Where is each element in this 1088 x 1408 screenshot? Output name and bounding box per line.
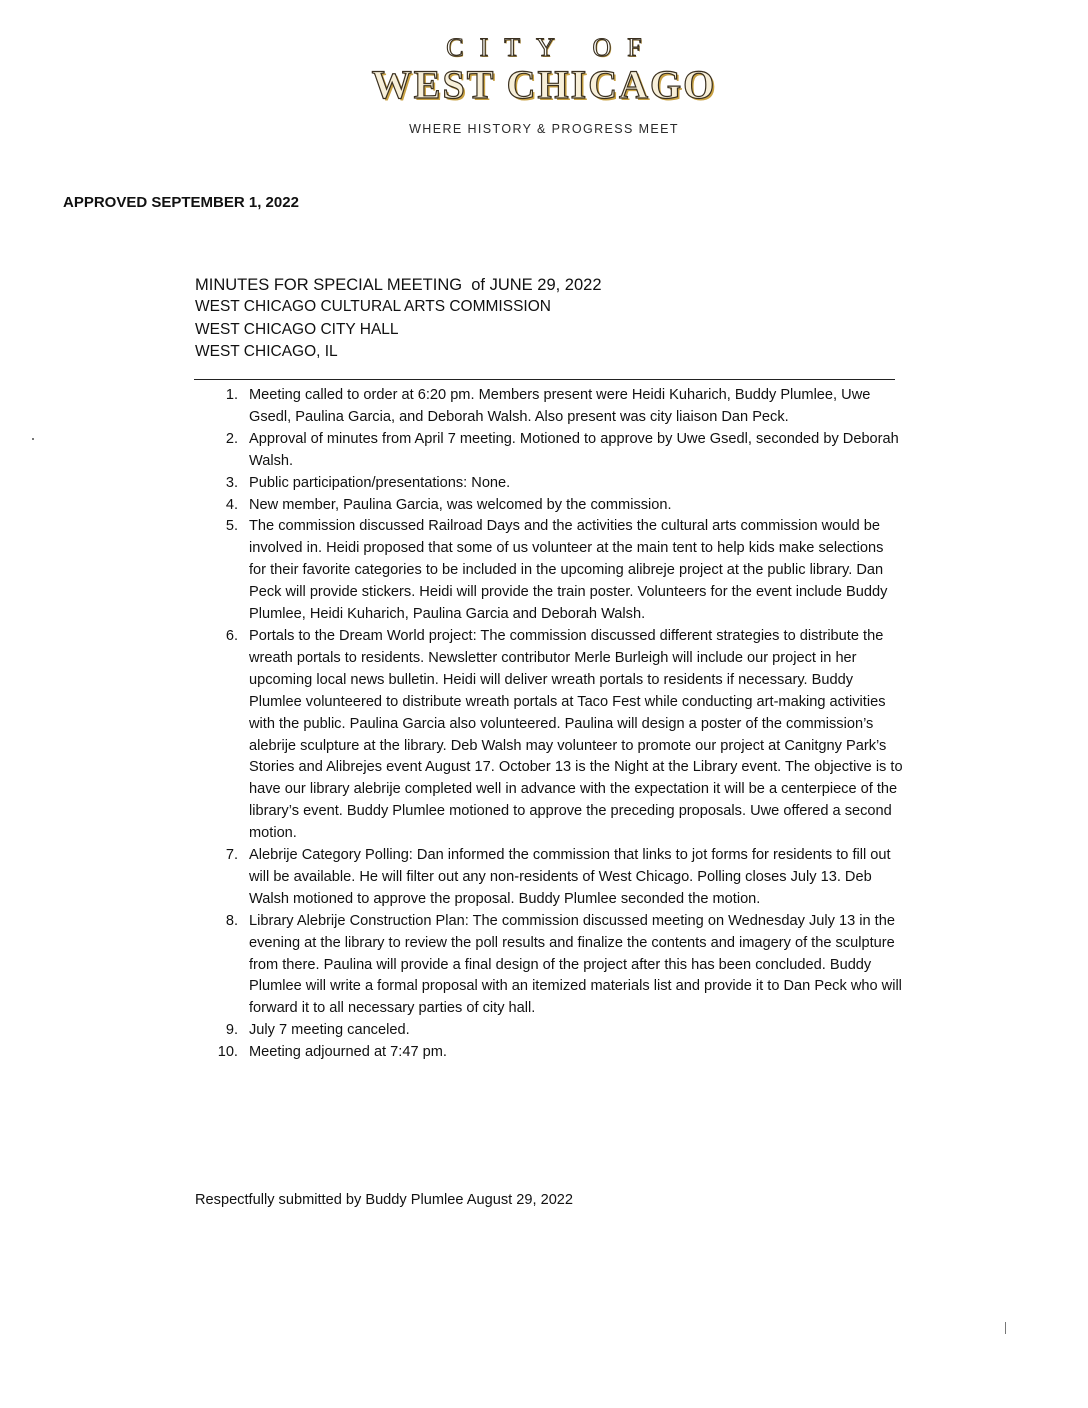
logo-city-of: CITY OF	[446, 33, 658, 62]
list-item	[194, 385, 904, 429]
logo-tagline: WHERE HISTORY & PROGRESS MEET	[409, 122, 679, 136]
item-text: July 7 meeting canceled.	[249, 1022, 410, 1039]
list-item	[194, 1020, 904, 1042]
list-item	[194, 911, 904, 1021]
item-text: Public participation/presentations: None.	[249, 474, 511, 491]
commission-name: WEST CHICAGO CULTURAL ARTS COMMISSION	[195, 298, 551, 315]
list-item	[194, 626, 904, 845]
item-text: Alebrije Category Polling: Dan informed the commission that links to jot forms for residents to fill out will be available. He will filter out any non-residents of West Chicago. Polling closes July 13. Deb Walsh motioned to approve the proposal. Buddy Plumlee seconded the motion.	[249, 847, 891, 907]
item-number: 6.	[225, 627, 238, 644]
item-number: 9.	[225, 1022, 238, 1039]
scan-speck	[32, 438, 34, 440]
item-number: 7.	[225, 847, 238, 864]
meeting-city: WEST CHICAGO, IL	[195, 343, 338, 360]
item-number: 8.	[225, 912, 238, 929]
list-item	[194, 473, 904, 495]
minutes-title: MINUTES FOR SPECIAL MEETING of JUNE 29, 2022	[195, 276, 602, 294]
logo-west-chicago: WEST CHICAGO	[371, 62, 717, 107]
city-logo	[0, 34, 1088, 106]
meeting-venue: WEST CHICAGO CITY HALL	[195, 320, 399, 338]
scan-speck	[1005, 1322, 1006, 1334]
item-text: The commission discussed Railroad Days and the activities the cultural arts commission would be involved in. Heidi proposed that some of us volunteer at the main tent to help kids make selections for their favorite categories to be included in the upcoming alibreje project at the public library. Dan Peck will provide stickers. Heidi will provide the train poster. Volunteers for the event include Buddy Plumlee, Heidi Kuharich, Paulina Garcia and Deborah Walsh.	[249, 518, 888, 623]
list-item	[194, 516, 904, 626]
approval-stamp: APPROVED SEPTEMBER 1, 2022	[63, 194, 299, 211]
list-item	[194, 845, 904, 911]
submission-signature: Respectfully submitted by Buddy Plumlee August 29, 2022	[195, 1192, 574, 1208]
list-item	[194, 429, 904, 473]
item-number: 4.	[225, 496, 238, 513]
item-text: Library Alebrije Construction Plan: The commission discussed meeting on Wednesday July 13 in the evening at the library to review the poll results and finalize the contents and imagery of the sculpture from there. Paulina will provide a final design of the project after this has been concluded. Buddy Plumlee will write a formal proposal with an itemized materials list and provide it to Dan Peck who will forward it to all necessary parties of city hall.	[249, 912, 902, 1017]
item-text: Approval of minutes from April 7 meeting. Motioned to approve by Uwe Gsedl, seconded by Deborah Walsh.	[249, 430, 899, 469]
minutes-list	[194, 385, 904, 1064]
list-item	[194, 1042, 904, 1064]
list-item	[194, 495, 904, 517]
item-text: Meeting adjourned at 7:47 pm.	[249, 1044, 447, 1061]
item-number: 1.	[225, 387, 238, 403]
item-number: 3.	[225, 474, 238, 491]
item-number: 2.	[225, 430, 238, 447]
item-number: 5.	[225, 518, 238, 535]
header-divider	[194, 379, 895, 380]
item-number: 10.	[217, 1044, 238, 1061]
item-text: New member, Paulina Garcia, was welcomed by the commission.	[249, 496, 672, 513]
minutes-header	[195, 274, 895, 364]
item-text: Meeting called to order at 6:20 pm. Members present were Heidi Kuharich, Buddy Plumlee, Uwe Gsedl, Paulina Garcia, and Deborah Walsh. Also present was city liaison Dan Peck.	[249, 387, 871, 425]
item-text: Portals to the Dream World project: The commission discussed different strategies to distribute the wreath portals to residents. Newsletter contributor Merle Burleigh will include our project in her upcoming local news bulletin. Heidi will deliver wreath portals to residents if necessary. Buddy Plumlee volunteered to distribute wreath portals at Taco Fest while conducting art-making activities with the public. Paulina Garcia also volunteered. Paulina will design a poster of the commission’s alebrije sculpture at the library. Deb Walsh may volunteer to promote our project at Canitgny Park’s Stories and Alibrejes event August 17. October 13 is the Night at the Library event. The objective is to have our library alebrije completed well in advance with the expectation it will be a centerpiece of the library’s event. Buddy Plumlee motioned to approve the preceding proposals. Uwe offered a second motion.	[249, 627, 903, 842]
